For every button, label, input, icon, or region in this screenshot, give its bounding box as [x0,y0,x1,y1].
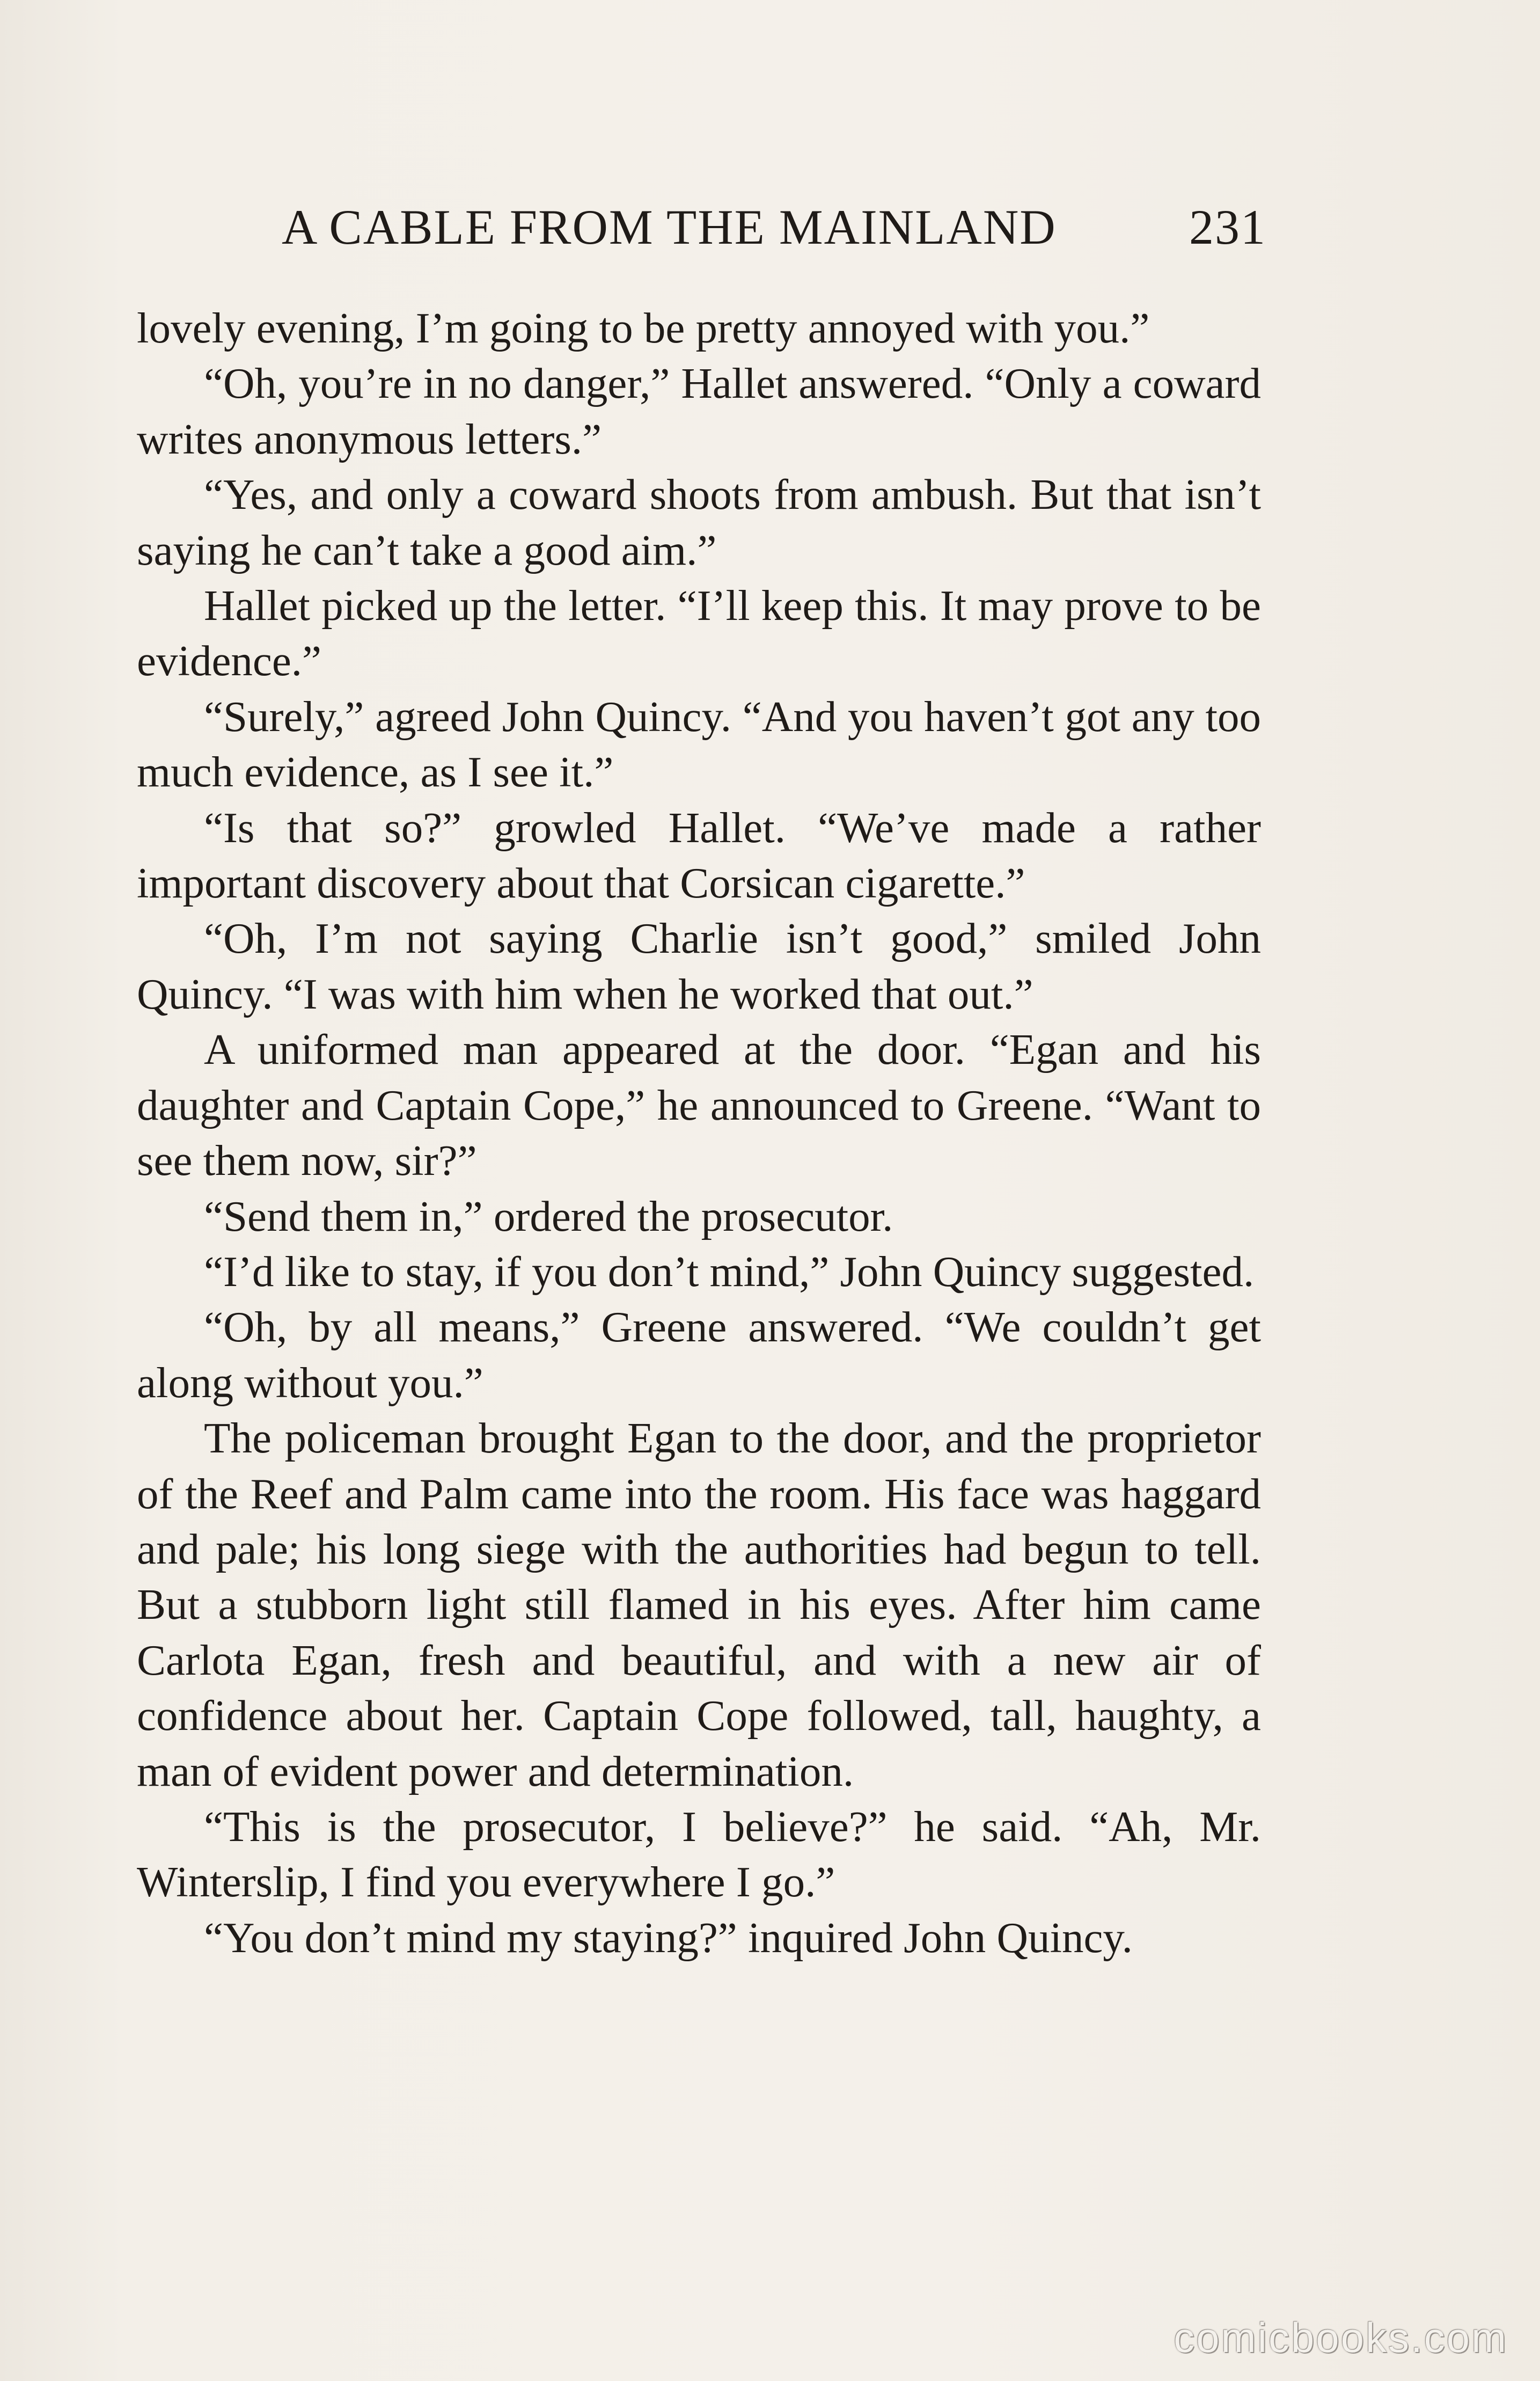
paragraph: “Yes, and only a coward shoots from ambush. But that isn’t saying he can’t take a good aim.” [137,470,1261,574]
paragraph: “Is that so?” growled Hallet. “We’ve made a rather important discovery about that Corsican cigarette.” [137,803,1261,908]
paragraph: “This is the prosecutor, I believe?” he said. “Ah, Mr. Winterslip, I find you everywhere I go.” [137,1802,1261,1907]
paragraph: The policeman brought Egan to the door, and the proprietor of the Reef and Palm came into the room. His face was haggard and pale; his long siege with the authorities had begun to tell. But a stubborn light still flamed in his eyes. After him came Carlota Egan, fresh and beautiful, and with a new air of confidence about her. Captain Cope followed, tall, haughty, a man of evident power and determination. [137,1414,1261,1795]
watermark: comicbooks.com [1174,2314,1508,2361]
running-header [282,199,1266,258]
page-number: 231 [1189,200,1266,254]
paragraph: “Oh, I’m not saying Charlie isn’t good,” smiled John Quincy. “I was with him when he worked that out.” [137,914,1261,1018]
paragraph: “Surely,” agreed John Quincy. “And you haven’t got any too much evidence, as I see it.” [137,692,1261,797]
paragraph: “Send them in,” ordered the prosecutor. [204,1192,893,1240]
paragraph: lovely evening, I’m going to be pretty annoyed with you.” [137,304,1150,352]
paragraph: Hallet picked up the letter. “I’ll keep this. It may prove to be evidence.” [137,581,1261,685]
body-text [137,301,1261,1966]
paragraph: “Oh, you’re in no danger,” Hallet answered. “Only a coward writes anonymous letters.” [137,359,1261,463]
paragraph: “Oh, by all means,” Greene answered. “We couldn’t get along without you.” [137,1303,1261,1407]
paragraph: “I’d like to stay, if you don’t mind,” John Quincy suggested. [204,1247,1255,1296]
paragraph: A uniformed man appeared at the door. “Egan and his daughter and Captain Cope,” he announced to Greene. “Want to see them now, sir?” [137,1025,1261,1185]
paragraph: “You don’t mind my staying?” inquired John Quincy. [204,1913,1133,1962]
chapter-title: A CABLE FROM THE MAINLAND [282,200,1057,254]
